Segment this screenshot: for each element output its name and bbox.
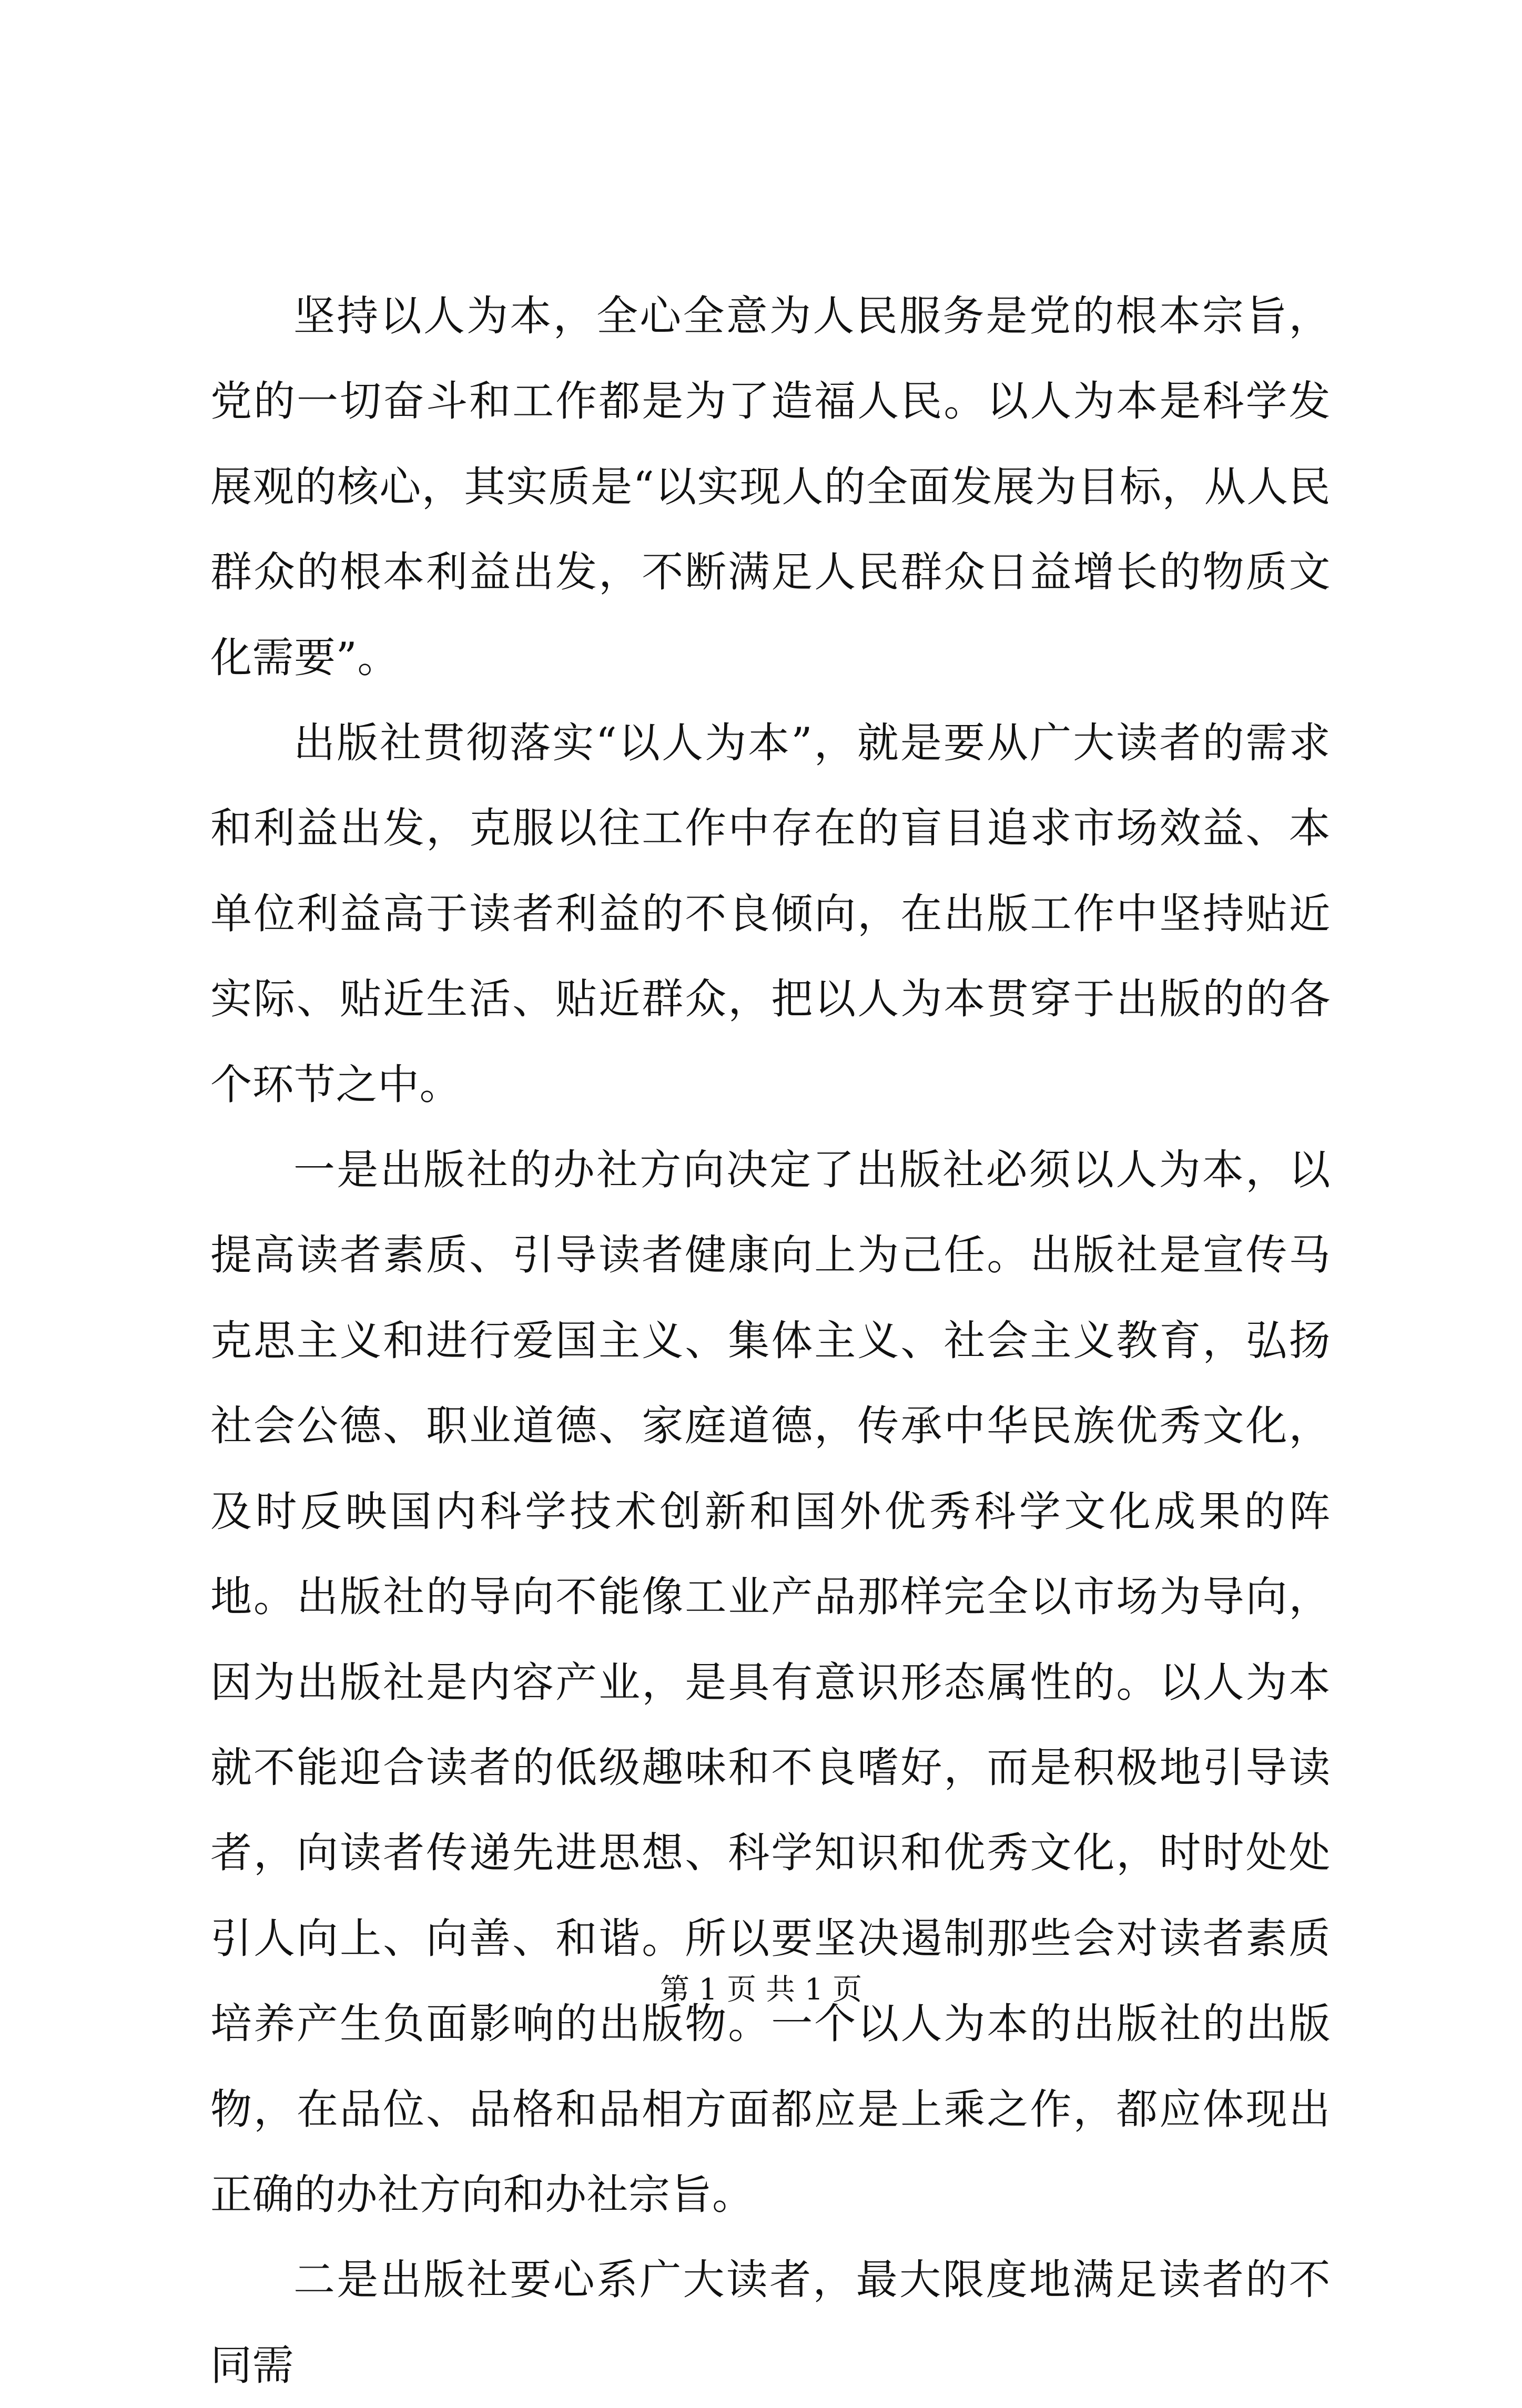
paragraph-4: 二是出版社要心系广大读者，最大限度地满足读者的不同需 [210,2256,1331,2390]
paragraph-3: 一是出版社的办社方向决定了出版社必须以人为本，以提高读者素质、引导读者健康向上为己任。出版社是宣传马克思主义和进行爱国主义、集体主义、社会主义教育，弘扬社会公德、职业道德、家庭道德，传承中华民族优秀文化，及时反映国内科学技术创新和国外优秀科学文化成果的阵地。出版社的导向不能像工业产品那样完全以市场为导向，因为出版社是内容产业，是具有意识形态属性的。以人为本就不能迎合读者的低级趣味和不良嗜好，而是积极地引导读者，向读者传递先进思想、科学知识和优秀文化，时时处处引人向上、向善、和谐。所以要坚决遏制那些会对读者素质培养产生负面影响的出版物。一个以人为本的出版社的出版物，在品位、品格和品相方面都应是上乘之作，都应体现出正确的办社方向和办社宗旨。 [210,1146,1331,2219]
paragraph-1: 坚持以人为本，全心全意为人民服务是党的根本宗旨，党的一切奋斗和工作都是为了造福人民。以人为本是科学发展观的核心，其实质是“以实现人的全面发展为目标，从人民群众的根本利益出发，不断满足人民群众日益增长的物质文化需要”。 [210,292,1331,682]
document-body [210,273,1331,2408]
paragraph-2: 出版社贯彻落实“以人为本”，就是要从广大读者的需求和利益出发，克服以往工作中存在的盲目追求市场效益、本单位利益高于读者利益的不良倾向，在出版工作中坚持贴近实际、贴近生活、贴近群众，把以人为本贯穿于出版的的各个环节之中。 [210,719,1331,1109]
page-footer: 第 1 页 共 1 页 [659,1973,863,2007]
